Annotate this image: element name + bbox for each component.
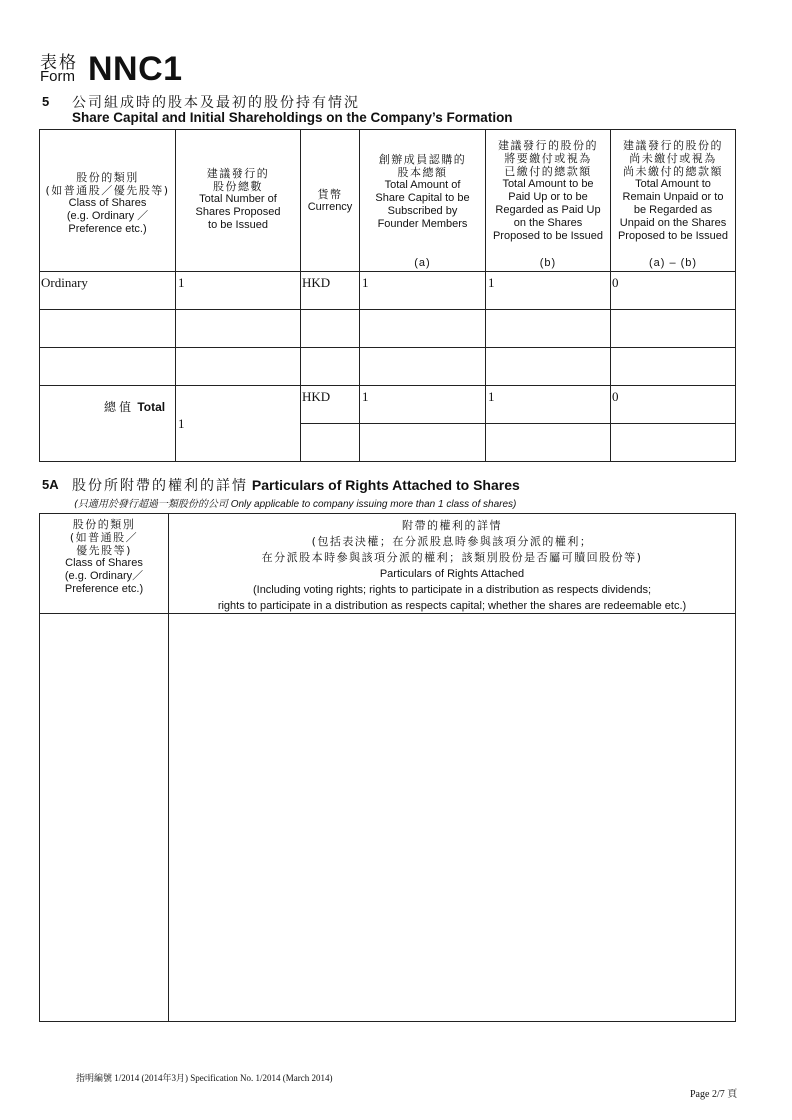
section-5-title-zh: 公司組成時的股本及最初的股份持有情況 (72, 95, 360, 111)
col-header-a-en: Total Amount of Share Capital to be Subscribed by Founder Members (375, 179, 470, 230)
footer-specification: 指明編號 1/2014 (2014年3月) Specification No. 1/2014 (March 2014) (76, 1073, 333, 1083)
col-header-class-en: Class of Shares (e.g. Ordinary ／ Preference etc.) (66, 197, 149, 235)
row1-currency[interactable]: HKD (302, 275, 331, 290)
col-header-a (360, 153, 485, 231)
rights-class-input-area[interactable] (40, 614, 167, 1021)
form-label-zh: 表格 (40, 53, 78, 73)
rights-col-class-en: Class of Shares (e.g. Ordinary／ Preference etc.) (64, 557, 144, 595)
section-5a-note-en: Only applicable to company issuing more than 1 class of shares) (230, 499, 517, 510)
col-header-currency (301, 188, 359, 214)
rights-col-class-zh: 股份的類別 (如普通股／ 優先股等) (69, 518, 139, 557)
rights-col-particulars (169, 518, 735, 614)
rights-col-particulars-zh: 附帶的權利的詳情 (包括表決權；在分派股息時參與該項分派的權利； 在分派股本時參與該項分派的權利；該類別股份是否屬可贖回股份等) (261, 519, 643, 564)
col-tag-ab: (a) – (b) (648, 257, 698, 269)
total-amount-b[interactable]: 1 (488, 389, 495, 404)
col-header-shares-en: Total Number of Shares Proposed to be Issued (195, 193, 281, 231)
row1-amount-b[interactable]: 1 (488, 275, 495, 290)
row1-amount-ab[interactable]: 0 (612, 275, 619, 290)
footer-page-number: Page 2/7 頁 (690, 1089, 738, 1100)
col-header-ab-en: Total Amount to Remain Unpaid or to be Regarded as Unpaid on the Shares Proposed to be Issued (617, 178, 729, 242)
col-tag-a: (a) (414, 257, 431, 269)
section-5a-note (74, 495, 516, 510)
section-5a-note-zh: (只適用於發行超過一類股份的公司 (74, 499, 228, 510)
col-header-ab-zh: 建議發行的股份的 尚未繳付或視為 尚未繳付的總款額 (623, 139, 723, 178)
row1-shares[interactable]: 1 (178, 275, 185, 290)
total-shares[interactable]: 1 (178, 416, 185, 431)
form-label-en: Form (40, 68, 75, 85)
rights-col-particulars-en: Particulars of Rights Attached (Including voting rights; rights to participate in a distribution as respects dividends; rights to participate in a distribution as respects capital; whether the shares are redeemable etc.) (217, 568, 687, 612)
col-header-b-en: Total Amount to be Paid Up or to be Regarded as Paid Up on the Shares Proposed to be Issued (492, 178, 604, 242)
col-header-ab (611, 139, 735, 243)
col-header-currency-en: Currency (307, 201, 353, 213)
col-header-class-zh: 股份的類別 (如普通股／優先股等) (45, 171, 170, 197)
rights-particulars-input-area[interactable] (169, 614, 735, 1021)
col-header-class (40, 171, 175, 236)
section-5-number: 5 (42, 94, 50, 109)
row1-amount-a[interactable]: 1 (362, 275, 369, 290)
form-code: NNC1 (88, 50, 183, 88)
col-header-a-zh: 創辦成員認購的 股本總額 (378, 153, 467, 179)
row1-class[interactable]: Ordinary (41, 275, 88, 290)
total-amount-ab[interactable]: 0 (612, 389, 619, 404)
section-5a-title (72, 475, 520, 495)
col-header-b-zh: 建議發行的股份的 將要繳付或視為 已繳付的總款額 (498, 139, 598, 178)
col-header-b (486, 139, 610, 243)
col-header-shares (176, 167, 300, 232)
section-5a-number: 5A (42, 477, 59, 492)
total-label-en: Total (137, 400, 166, 414)
section-5a-title-zh: 股份所附帶的權利的詳情 (72, 478, 248, 494)
section-5a-title-en: Particulars of Rights Attached to Shares (251, 477, 520, 493)
total-label (104, 398, 165, 415)
total-amount-a[interactable]: 1 (362, 389, 369, 404)
total-currency[interactable]: HKD (302, 389, 331, 404)
col-header-shares-zh: 建議發行的 股份總數 (206, 167, 270, 193)
rights-col-class (40, 518, 168, 596)
section-5-title-en: Share Capital and Initial Shareholdings on the Company’s Formation (72, 110, 513, 125)
total-label-zh: 總值 (104, 400, 135, 414)
col-header-currency-zh: 貨幣 (317, 188, 343, 201)
col-tag-b: (b) (539, 257, 557, 269)
